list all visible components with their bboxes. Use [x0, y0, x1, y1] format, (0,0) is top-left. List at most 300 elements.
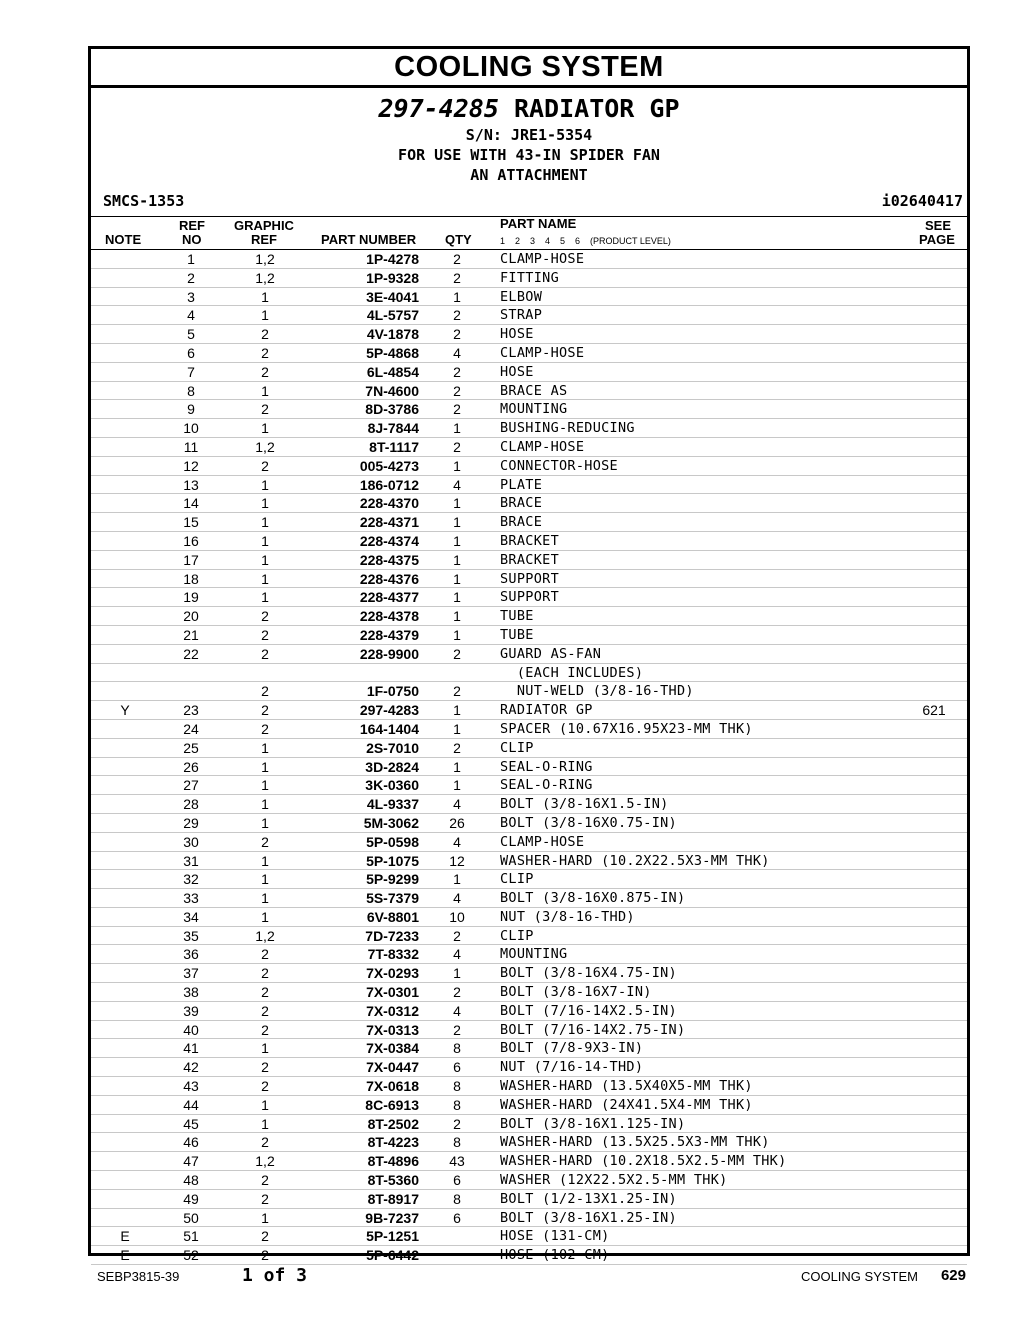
- see-page: 621: [922, 702, 946, 719]
- page-footer: [0, 1265, 1020, 1289]
- part-number: 6V-8801: [366, 908, 419, 925]
- ref-number: 14: [183, 495, 199, 512]
- document-id: SEBP3815-39: [97, 1269, 180, 1284]
- table-row: [91, 739, 967, 758]
- part-number: 1P-4278: [366, 251, 419, 267]
- part-number: 4L-9337: [366, 796, 419, 813]
- graphic-ref: 1: [261, 420, 269, 437]
- part-number: 228-4379: [359, 626, 419, 643]
- part-number: 8T-4896: [367, 1153, 419, 1170]
- ref-number: 48: [183, 1172, 199, 1189]
- table-row: [91, 494, 967, 513]
- quantity: 6: [453, 1059, 461, 1076]
- quantity: 2: [453, 683, 461, 700]
- ref-number: 18: [183, 570, 199, 587]
- graphic-ref: 2: [261, 326, 269, 343]
- part-name: SEAL-O-RING: [500, 758, 593, 775]
- part-number: 164-1404: [359, 720, 419, 737]
- graphic-ref: 1,2: [255, 269, 275, 286]
- table-row: [91, 1039, 967, 1058]
- ref-number: 1: [187, 251, 195, 267]
- table-row: [91, 814, 967, 833]
- part-number: 228-9900: [359, 645, 419, 662]
- graphic-ref: 2: [261, 645, 269, 662]
- quantity: 1: [453, 758, 461, 775]
- graphic-ref: 1: [261, 908, 269, 925]
- quantity: 10: [449, 908, 465, 925]
- quantity: 4: [453, 344, 461, 361]
- table-row: [91, 325, 967, 344]
- table-row: [91, 964, 967, 983]
- part-number: 8T-8917: [367, 1190, 419, 1207]
- part-number: 6L-4854: [366, 363, 419, 380]
- table-row: [91, 927, 967, 946]
- quantity: 2: [453, 401, 461, 418]
- graphic-ref: 1: [261, 551, 269, 568]
- part-name: BRACE AS: [500, 382, 568, 399]
- col-graphic-top: GRAPHIC: [234, 218, 294, 233]
- table-row: [91, 908, 967, 927]
- part-name: BOLT (3/8-16X4.75-IN): [500, 965, 677, 982]
- graphic-ref: 1: [261, 532, 269, 549]
- quantity: 1: [453, 570, 461, 587]
- parts-group-header: [91, 88, 967, 217]
- graphic-ref: 2: [261, 984, 269, 1001]
- part-number: 005-4273: [359, 457, 419, 474]
- quantity: 8: [453, 1078, 461, 1095]
- part-number: 4V-1878: [366, 326, 419, 343]
- quantity: 1: [453, 457, 461, 474]
- table-row: [91, 513, 967, 532]
- table-row: [91, 306, 967, 325]
- table-row: [91, 532, 967, 551]
- part-name: BRACE: [500, 495, 543, 512]
- ref-number: 9: [187, 401, 195, 418]
- quantity: 2: [453, 927, 461, 944]
- ref-number: 51: [183, 1228, 199, 1245]
- part-name: CLAMP-HOSE: [500, 438, 585, 455]
- col-see-bottom: PAGE: [919, 232, 955, 247]
- quantity: 2: [453, 307, 461, 324]
- graphic-ref: 1,2: [255, 438, 275, 455]
- graphic-ref: 1: [261, 589, 269, 606]
- graphic-ref: 2: [261, 702, 269, 719]
- ref-number: 10: [183, 420, 199, 437]
- part-name: BOLT (1/2-13X1.25-IN): [500, 1190, 677, 1207]
- col-ref-bottom: NO: [182, 232, 202, 247]
- table-row: [91, 1171, 967, 1190]
- quantity: 4: [453, 946, 461, 963]
- table-row: [91, 382, 967, 401]
- ref-number: 44: [183, 1096, 199, 1113]
- part-name: CONNECTOR-HOSE: [500, 457, 618, 474]
- graphic-ref: 1: [261, 852, 269, 869]
- ref-number: 23: [183, 702, 199, 719]
- part-name: CLAMP-HOSE: [500, 344, 585, 361]
- col-qty: QTY: [445, 232, 472, 247]
- part-name: FITTING: [500, 269, 559, 286]
- ref-number: 27: [183, 777, 199, 794]
- quantity: 2: [453, 438, 461, 455]
- part-number: 4L-5757: [366, 307, 419, 324]
- quantity: 1: [453, 608, 461, 625]
- graphic-ref: 1: [261, 1209, 269, 1226]
- ref-number: 16: [183, 532, 199, 549]
- quantity: 1: [453, 589, 461, 606]
- quantity: 1: [453, 871, 461, 888]
- part-name: WASHER-HARD (24X41.5X4-MM THK): [500, 1096, 753, 1113]
- graphic-ref: 2: [261, 1228, 269, 1245]
- ref-number: 37: [183, 965, 199, 982]
- part-name: SPACER (10.67X16.95X23-MM THK): [500, 720, 753, 737]
- part-name: BOLT (3/8-16X0.875-IN): [500, 890, 686, 907]
- table-row: [91, 682, 967, 701]
- section-title: COOLING SYSTEM: [91, 49, 967, 88]
- part-name: BOLT (7/16-14X2.5-IN): [500, 1002, 677, 1019]
- graphic-ref: 1,2: [255, 251, 275, 267]
- table-row: [91, 250, 967, 269]
- ref-number: 21: [183, 626, 199, 643]
- quantity: 6: [453, 1209, 461, 1226]
- ref-number: 12: [183, 457, 199, 474]
- part-number: 7X-0312: [366, 1002, 419, 1019]
- part-name: CLIP: [500, 739, 534, 756]
- col-see-top: SEE: [925, 218, 952, 233]
- ref-number: 5: [187, 326, 195, 343]
- ref-number: 45: [183, 1115, 199, 1132]
- ref-number: 31: [183, 852, 199, 869]
- ref-number: 26: [183, 758, 199, 775]
- ref-number: 43: [183, 1078, 199, 1095]
- part-name: WASHER-HARD (10.2X22.5X3-MM THK): [500, 852, 770, 869]
- table-row: [91, 476, 967, 495]
- part-number: 8C-6913: [365, 1096, 419, 1113]
- ref-number: 8: [187, 382, 195, 399]
- ref-number: 17: [183, 551, 199, 568]
- part-name: ELBOW: [500, 288, 543, 305]
- ref-number: 19: [183, 589, 199, 606]
- part-name: BOLT (3/8-16X1.25-IN): [500, 1209, 677, 1226]
- graphic-ref: 1: [261, 570, 269, 587]
- table-row: [91, 1133, 967, 1152]
- table-row: [91, 833, 967, 852]
- quantity: 4: [453, 1002, 461, 1019]
- part-name: WASHER-HARD (13.5X25.5X3-MM THK): [500, 1134, 770, 1151]
- graphic-ref: 1: [261, 1115, 269, 1132]
- quantity: 8: [453, 1190, 461, 1207]
- col-note: NOTE: [105, 232, 142, 247]
- table-row: [91, 1058, 967, 1077]
- table-row: [91, 852, 967, 871]
- serial-number: S/N: JRE1-5354: [465, 126, 593, 144]
- graphic-ref: 2: [261, 344, 269, 361]
- col-graphic-bottom: REF: [251, 232, 277, 247]
- table-row: [91, 363, 967, 382]
- part-number: 7D-7233: [365, 927, 419, 944]
- graphic-ref: 1: [261, 796, 269, 813]
- quantity: 43: [449, 1153, 465, 1170]
- table-row: [91, 889, 967, 908]
- parts-list-frame: [88, 46, 970, 1264]
- part-number: 297-4283: [359, 702, 419, 719]
- ref-number: 24: [183, 720, 199, 737]
- table-row: [91, 551, 967, 570]
- footer-section: COOLING SYSTEM: [800, 1269, 918, 1284]
- col-product-levels: 1 2 3 4 5 6 (PRODUCT LEVEL): [500, 236, 671, 246]
- part-number: 7T-8332: [367, 946, 419, 963]
- ref-number: 34: [183, 908, 199, 925]
- ref-number: 3: [187, 288, 195, 305]
- quantity: 1: [453, 702, 461, 719]
- quantity: 4: [453, 833, 461, 850]
- quantity: 1: [453, 777, 461, 794]
- table-row: [91, 945, 967, 964]
- part-number: 8D-3786: [365, 401, 419, 418]
- ref-number: 39: [183, 1002, 199, 1019]
- part-number: 8T-2502: [367, 1115, 419, 1132]
- part-name: HOSE (102-CM): [500, 1247, 610, 1264]
- part-name: CLIP: [500, 927, 534, 944]
- ref-number: 46: [183, 1134, 199, 1151]
- graphic-ref: 2: [261, 401, 269, 418]
- part-name: BRACE: [500, 514, 543, 531]
- part-name: WASHER-HARD (10.2X18.5X2.5-MM THK): [500, 1153, 787, 1170]
- part-name: SUPPORT: [500, 589, 559, 606]
- graphic-ref: 1: [261, 814, 269, 831]
- quantity: 2: [453, 739, 461, 756]
- table-row: [91, 438, 967, 457]
- graphic-ref: 2: [261, 720, 269, 737]
- part-number: 7X-0301: [366, 984, 419, 1001]
- note-cell: E: [120, 1247, 130, 1264]
- table-row: [91, 400, 967, 419]
- part-number: 5M-3062: [363, 814, 419, 831]
- graphic-ref: 1: [261, 382, 269, 399]
- part-number: 8T-1117: [369, 438, 419, 455]
- part-number: 2S-7010: [366, 739, 419, 756]
- part-number: 228-4370: [359, 495, 419, 512]
- col-ref-top: REF: [179, 218, 205, 233]
- smcs-code: SMCS-1353: [103, 192, 185, 210]
- graphic-ref: 1: [261, 890, 269, 907]
- graphic-ref: 2: [261, 965, 269, 982]
- ref-number: 36: [183, 946, 199, 963]
- graphic-ref: 2: [261, 683, 269, 700]
- part-number: 186-0712: [359, 476, 419, 493]
- part-number: 5P-6442: [366, 1247, 419, 1264]
- quantity: 8: [453, 1096, 461, 1113]
- usage-line-2: AN ATTACHMENT: [470, 166, 588, 184]
- graphic-ref: 1: [261, 739, 269, 756]
- part-name: SUPPORT: [500, 570, 559, 587]
- table-row: [91, 664, 967, 683]
- graphic-ref: 1: [261, 514, 269, 531]
- part-name: WASHER-HARD (13.5X40X5-MM THK): [500, 1078, 753, 1095]
- quantity: 1: [453, 288, 461, 305]
- quantity: 2: [453, 363, 461, 380]
- part-name: BRACKET: [500, 551, 559, 568]
- part-number: 5P-4868: [366, 344, 419, 361]
- part-number: 5P-0598: [366, 833, 419, 850]
- graphic-ref: 2: [261, 626, 269, 643]
- quantity: 2: [453, 1021, 461, 1038]
- part-name: HOSE: [500, 363, 534, 380]
- table-row: [91, 1115, 967, 1134]
- table-row: [91, 1002, 967, 1021]
- graphic-ref: 1: [261, 758, 269, 775]
- part-number: 7X-0384: [366, 1040, 419, 1057]
- quantity: 8: [453, 1134, 461, 1151]
- table-row: [91, 1227, 967, 1246]
- part-name: NUT-WELD (3/8-16-THD): [500, 683, 694, 700]
- ref-number: 40: [183, 1021, 199, 1038]
- part-name: BUSHING-REDUCING: [500, 420, 635, 437]
- ref-number: 20: [183, 608, 199, 625]
- quantity: 4: [453, 890, 461, 907]
- graphic-ref: 2: [261, 1059, 269, 1076]
- ref-number: 25: [183, 739, 199, 756]
- part-name: CLAMP-HOSE: [500, 833, 585, 850]
- table-row: [91, 1077, 967, 1096]
- part-name: TUBE: [500, 626, 534, 643]
- table-row: [91, 1152, 967, 1171]
- part-name: BOLT (7/8-9X3-IN): [500, 1040, 644, 1057]
- part-name: BOLT (3/8-16X1.125-IN): [500, 1115, 686, 1132]
- quantity: 2: [453, 382, 461, 399]
- part-number: 7X-0618: [366, 1078, 419, 1095]
- part-number: 228-4371: [359, 514, 419, 531]
- graphic-ref: 1: [261, 871, 269, 888]
- part-name: BOLT (3/8-16X1.5-IN): [500, 796, 669, 813]
- table-row: [91, 344, 967, 363]
- part-name: HOSE: [500, 326, 534, 343]
- col-part-number: PART NUMBER: [321, 232, 417, 247]
- column-headers: [91, 217, 967, 250]
- table-row: [91, 758, 967, 777]
- table-row: [91, 701, 967, 720]
- graphic-ref: 2: [261, 833, 269, 850]
- graphic-ref: 1,2: [255, 1153, 275, 1170]
- graphic-ref: 2: [261, 1021, 269, 1038]
- ref-number: 30: [183, 833, 199, 850]
- ref-number: 42: [183, 1059, 199, 1076]
- part-name: CLAMP-HOSE: [500, 251, 585, 267]
- part-name: BRACKET: [500, 532, 559, 549]
- part-number: 8T-5360: [367, 1172, 419, 1189]
- graphic-ref: 1: [261, 476, 269, 493]
- part-number: 228-4378: [359, 608, 419, 625]
- quantity: 1: [453, 551, 461, 568]
- table-row: [91, 457, 967, 476]
- col-part-name: PART NAME: [500, 216, 577, 231]
- ref-number: 35: [183, 927, 199, 944]
- part-number: 8T-4223: [367, 1134, 419, 1151]
- table-row: [91, 419, 967, 438]
- part-name: HOSE (131-CM): [500, 1228, 610, 1245]
- table-row: [91, 1190, 967, 1209]
- quantity: 2: [453, 984, 461, 1001]
- table-row: [91, 720, 967, 739]
- part-name: MOUNTING: [500, 401, 568, 418]
- quantity: 12: [449, 852, 465, 869]
- ref-number: 4: [187, 307, 195, 324]
- part-number: 1P-9328: [366, 269, 419, 286]
- quantity: 6: [453, 1172, 461, 1189]
- table-row: [91, 1246, 967, 1265]
- group-part-number: 297-4285: [378, 94, 499, 123]
- graphic-ref: 2: [261, 363, 269, 380]
- graphic-ref: 2: [261, 1002, 269, 1019]
- note-cell: E: [120, 1228, 130, 1245]
- part-name: PLATE: [500, 476, 543, 493]
- table-row: [91, 607, 967, 626]
- ref-number: 52: [183, 1247, 199, 1264]
- quantity: 26: [449, 814, 465, 831]
- part-name: BOLT (3/8-16X0.75-IN): [500, 814, 677, 831]
- quantity: 1: [453, 532, 461, 549]
- page-number: 629: [940, 1267, 966, 1284]
- part-number: 3E-4041: [366, 288, 419, 305]
- part-name: GUARD AS-FAN: [500, 645, 602, 662]
- part-number: 228-4374: [359, 532, 419, 549]
- ref-number: 32: [183, 871, 199, 888]
- graphic-ref: 2: [261, 1247, 269, 1264]
- table-row: [91, 870, 967, 889]
- part-number: 5P-1075: [366, 852, 419, 869]
- table-row: [91, 570, 967, 589]
- part-number: 228-4376: [359, 570, 419, 587]
- table-row: [91, 1021, 967, 1040]
- quantity: 1: [453, 514, 461, 531]
- table-row: [91, 626, 967, 645]
- quantity: 1: [453, 495, 461, 512]
- part-number: 228-4375: [359, 551, 419, 568]
- ref-number: 33: [183, 890, 199, 907]
- graphic-ref: 1: [261, 307, 269, 324]
- table-row: [91, 269, 967, 288]
- usage-line-1: FOR USE WITH 43-IN SPIDER FAN: [398, 146, 660, 164]
- ref-number: 15: [183, 514, 199, 531]
- graphic-ref: 2: [261, 946, 269, 963]
- ref-number: 49: [183, 1190, 199, 1207]
- part-name: BOLT (7/16-14X2.75-IN): [500, 1021, 686, 1038]
- part-number: 3D-2824: [365, 758, 419, 775]
- part-name: BOLT (3/8-16X7-IN): [500, 984, 652, 1001]
- parts-table-body: [91, 250, 967, 1265]
- quantity: 2: [453, 269, 461, 286]
- quantity: 2: [453, 326, 461, 343]
- ref-number: 29: [183, 814, 199, 831]
- ref-number: 50: [183, 1209, 199, 1226]
- part-number: 5P-1251: [366, 1228, 419, 1245]
- part-number: 1F-0750: [366, 683, 419, 700]
- part-number: 8J-7844: [367, 420, 419, 437]
- part-number: 9B-7237: [365, 1209, 419, 1226]
- graphic-ref: 2: [261, 608, 269, 625]
- ref-number: 28: [183, 796, 199, 813]
- graphic-ref: 2: [261, 1134, 269, 1151]
- part-number: 7X-0447: [366, 1059, 419, 1076]
- illustration-id: i02640417: [881, 192, 963, 210]
- ref-number: 22: [183, 645, 199, 662]
- group-title: [91, 94, 967, 123]
- part-name: STRAP: [500, 307, 543, 324]
- note-cell: Y: [120, 702, 130, 719]
- part-name: CLIP: [500, 871, 534, 888]
- page-of: 1 of 3: [242, 1265, 308, 1286]
- part-name: MOUNTING: [500, 946, 568, 963]
- table-row: [91, 1209, 967, 1228]
